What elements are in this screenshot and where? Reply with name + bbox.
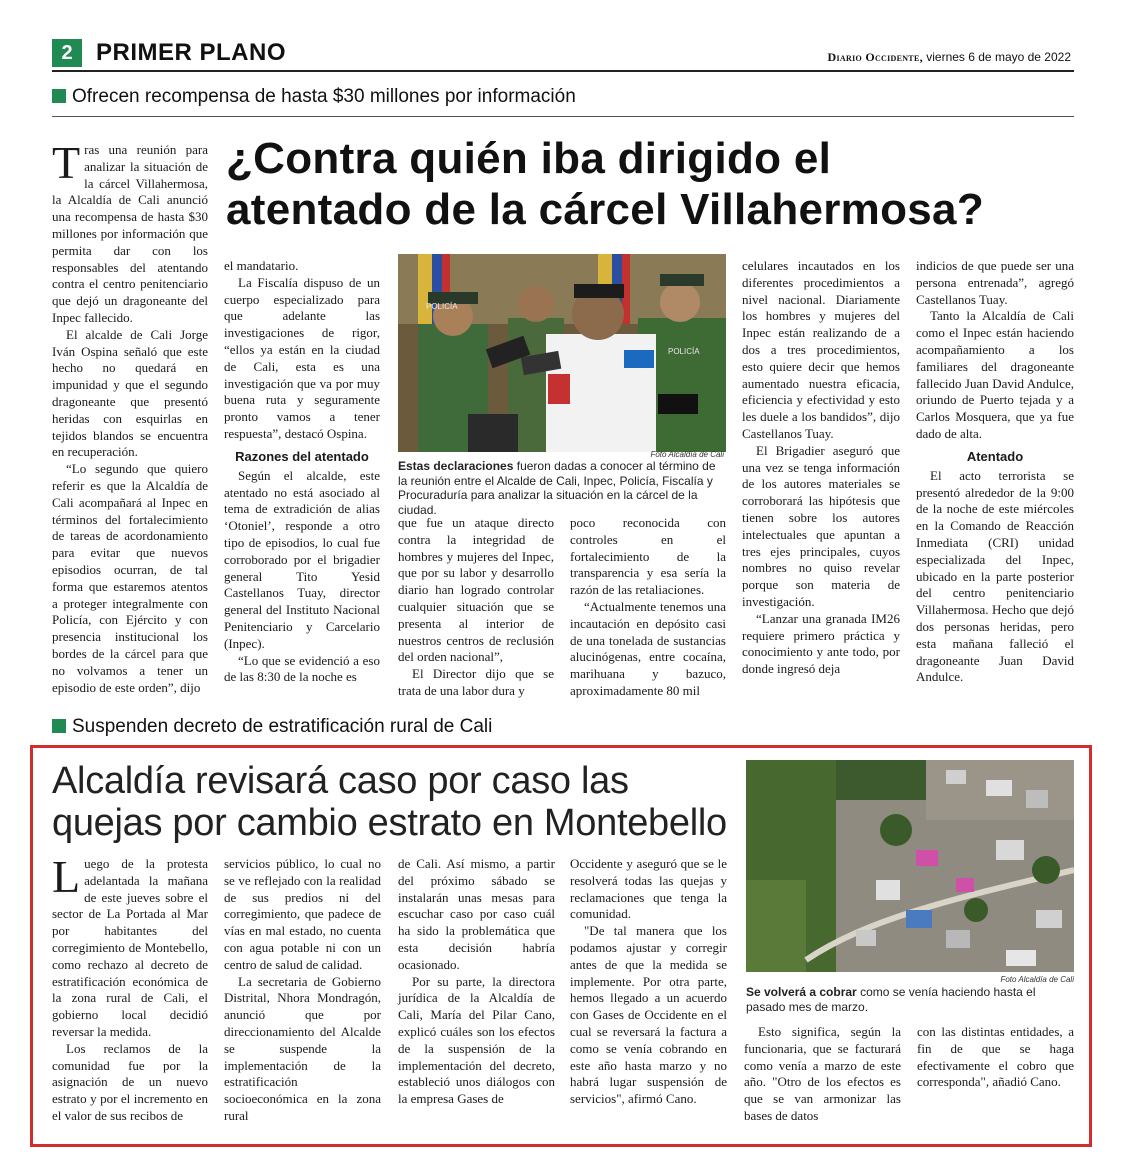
story1-column-1: Tras una reunión para analizar la situación de la cárcel Villahermosa, la Alcaldía de Cali anunció una recompensa de hasta $30 millones por información que permita dar con los responsables del atentando contra el centro penitenciario que dejó un dragoneante del Inpec fallecido. El alcalde de Cali Jorge Iván Ospina señaló que este hecho no quedará en impunidad y que el segundo dragoneante que presentó heridas con esquirlas en tejidos blandos se encuentra en recuperación. “Lo segundo que quiero referir es que la Alcaldía de Cali acompañará al Inpec en términos del fortalecimiento de tareas de acordonamiento para evitar que nuevos episodios ocurran, de tal forma que estaremos atentos a proteger integralmente con Policía, con Ejército y con presencia institucional los bordes de la cárcel para que no volvamos a tener un episodio de este orden”, dijo <box>52 137 208 695</box>
story1-column-5: celulares incautados en los diferentes procedimientos a nivel nacional. Diariamente los hombres y mujeres del Inpec están realizando de a dos a tres procedimientos, esto quiere decir que hemos aumentado nuestra eficacia, eficiencia y efectividad y esto les duele a los bandidos”, dijo Castellanos Tuay. El Brigadier aseguró que una vez se tenga información de los autores materiales se corroborará las hipótesis que tienen sobre los autores intelectuales que apuntan a tres ejes principales, cuyos nombres no quiso revelar porque son materia de investigación. “Lanzar una granada IM26 requiere primero práctica y conocimiento y ante todo, por donde ingresó deja <box>742 258 900 677</box>
subheading: Atentado <box>966 448 1024 464</box>
kicker-rule <box>52 116 1074 117</box>
photo-caption: Estas declaraciones fueron dadas a conocer al término de la reunión entre el Alcalde de Cali, Inpec, Policía, Fiscalía y Procuraduría para analizar la situación en la cárcel de la ciudad. <box>398 459 716 517</box>
photo-caption: Se volverá a cobrar como se venía haciendo hasta el pasado mes de marzo. <box>746 985 1036 1014</box>
story2-column-1: Luego de la protesta adelantada la mañana de este jueves sobre el sector de La Portada al Mar por habitantes del corregimiento de Montebello, como rechazo al decreto de estratificación económica de la zona rural de Cali, el gobierno local decidió reversar la medida. Los reclamos de la comunidad fue por la asignación de un nuevo estrato y por el incremento en el valor de sus recibos de <box>52 851 208 1123</box>
story2-kicker: Suspenden decreto de estratificación rural de Cali <box>52 716 492 738</box>
press-conference-photo <box>398 254 726 452</box>
photo-credit: Foto Alcaldía de Cali <box>650 450 724 459</box>
story1-kicker: Ofrecen recompensa de hasta $30 millones por información <box>52 86 576 108</box>
story1-column-4: poco reconocida con controles en el fortalecimiento de la transparencia y esa sería la razón de las retaliaciones. “Actualmente tenemos una incautación en depósito casi de una tonelada de sustancias alucinógenas, entre cocaína, marihuana y bazuco, aproximadamente 80 mil <box>570 515 726 698</box>
police-badge-text: POLICÍA <box>668 347 700 356</box>
drop-cap: T <box>52 137 81 188</box>
story1-column-6: indicios de que puede ser una persona entrenada”, agregó Castellanos Tuay. Tanto la Alcaldía de Cali como el Inpec están haciendo acompañamiento a los familiares del dragoneante fallecido Juan David Andulce, oriundo de Puerto tejada y a Carlos Mosquera, que ya fue dado de alta. Atentado El acto terrorista se presentó alrededor de la 9:00 de la noche de este miércoles en la Comando de Reacción Inmediata (CRI) unidad especializada del Inpec, ubicado en la parte posterior del centro penitenciario Villahermosa. Hecho que dejó dos personas heridas, pero esta mañana falleció el dragoneante Juan David Andulce. <box>916 258 1074 685</box>
green-square-icon <box>52 719 66 733</box>
aerial-neighborhood-photo <box>746 760 1074 972</box>
issue-date: viernes 6 de mayo de 2022 <box>926 50 1071 64</box>
page-number: 2 <box>52 39 82 67</box>
header-rule <box>52 70 1074 72</box>
police-badge-text: POLICÍA <box>426 302 458 311</box>
photo-credit: Foto Alcaldía de Cali <box>1000 975 1074 984</box>
story1-column-2: el mandatario. La Fiscalía dispuso de un cuerpo especializado para que adelante las investigaciones de rigor, “ellos ya están en la ciudad de Cali, esta es una investigación que va por muy buena ruta y seguramente pronto vamos a tener respuesta”, destacó Ospina. Razones del atentado Según el alcalde, este atentado no está asociado al tema de extradición de alias ‘Otoniel’, responde a otro tipo de episodios, lo cual fue corroborado por el brigadier general Tito Yesid Castellanos Tuay, director general del Instituto Nacional Penitenciario y Carcelario (Inpec). “Lo que se evidenció a eso de las 8:30 de la noche es <box>224 258 380 685</box>
story2-column-3: de Cali. Así mismo, a partir del próximo sábado se instalarán unas mesas para escuchar caso por caso cuál ha sido la problemática que esta decisión habría ocasionado. Por su parte, la directora jurídica de la Alcaldía de Cali, María del Pilar Cano, explicó cuáles son los efectos de la suspensión de la implementación del decreto, estableció unos diálogos con la empresa Gases de <box>398 856 555 1107</box>
story2-column-5: Esto significa, según la funcionaria, que se facturará como venía a marzo de este año. "Otro de los efectos es que se van armonizar las bases de datos <box>744 1024 901 1123</box>
story2-headline: Alcaldía revisará caso por caso las quejas por cambio estrato en Montebello <box>52 760 727 844</box>
story2-column-4: Occidente y aseguró que se le resolverá todas las quejas y reclamaciones que tenga la comunidad. "De tal manera que los podamos ajustar y corregir antes de que la medida se implemente. Por otra parte, hemos llegado a un acuerdo con Gases de Occidente en el cual se reversará la factura a como se venía cobrando en este año hasta marzo y no habrá lugar suspensión de servicios", afirmó Cano. <box>570 856 727 1107</box>
story1-headline: ¿Contra quién iba dirigido el atentado de la cárcel Villahermosa? <box>226 134 985 234</box>
section-title: PRIMER PLANO <box>96 39 287 66</box>
story1-column-3: que fue un ataque directo contra la integridad de hombres y mujeres del Inpec, que por su labor y desarrollo diario han logrado controlar cualquier situación que se presenta al interior de nuestros centros de reclusión del orden nacional”, El Director dijo que se trata de una labor dura y <box>398 515 554 698</box>
masthead <box>828 50 1071 65</box>
story2-column-6: con las distintas entidades, a fin de que se haga efectivamente el cobro que corresponda", añadió Cano. <box>917 1024 1074 1090</box>
story2-column-2: servicios público, lo cual no se ve reflejado con la realidad de sus predios ni del corregimiento, que padece de vías en mal estado, no cuenta con agua potable ni con un centro de salud de calidad. La secretaria de Gobierno Distrital, Nhora Mondragón, anunció que por direccionamiento del Alcalde se suspende la implementación de la estratificación socioeconómica en la zona rural <box>224 856 381 1123</box>
green-square-icon <box>52 89 66 103</box>
drop-cap: L <box>52 851 81 902</box>
subheading: Razones del atentado <box>235 448 369 464</box>
newspaper-name: Diario Occidente, <box>827 50 923 64</box>
